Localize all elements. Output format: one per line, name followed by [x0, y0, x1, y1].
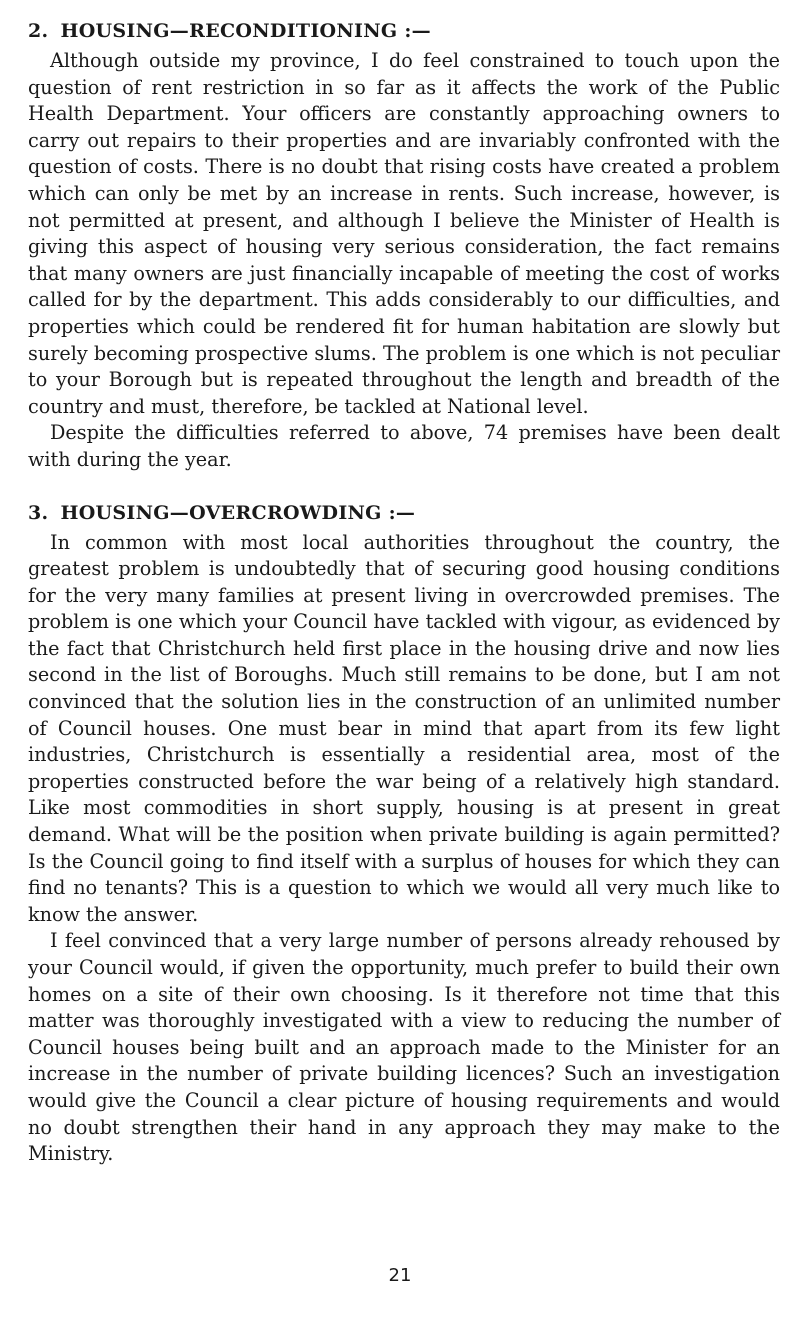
section-title: HOUSING—RECONDITIONING :— [60, 20, 431, 42]
paragraph: Although outside my province, I do feel constrained to touch upon the question of rent restriction in so far as it affects the work of the Public Health Department. Your officers are constantly approaching owners to carry out repairs to their properties and are invariably confronted with the question of costs. There is no doubt that rising costs have created a problem which can only be met by an increase in rents. Such increase, however, is not permitted at present, and although I believe the Minister of Health is giving this aspect of housing very serious consideration, the fact remains that many owners are just financially incapable of meeting the cost of works called for by the department. This adds considerably to our difficulties, and properties which could be rendered fit for human habitation are slowly but surely becoming prospective slums. The problem is one which is not peculiar to your Borough but is repeated throughout the length and breadth of the country and must, therefore, be tackled at National level. [28, 49, 780, 418]
section-number: 2. [28, 20, 49, 42]
paragraph: Despite the difficulties referred to above, 74 premises have been dealt with during the year. [28, 421, 780, 471]
paragraph: In common with most local authorities throughout the country, the greatest problem is undoubtedly that of securing good housing conditions for the very many families at present living in overcrowded premises. The problem is one which your Council have tackled with vigour, as evidenced by the fact that Christchurch held first place in the housing drive and now lies second in the list of Boroughs. Much still remains to be done, but I am not convinced that the solution lies in the construction of an unlimited number of Council houses. One must bear in mind that apart from its few light industries, Christchurch is essentially a residential area, most of the properties constructed before the war being of a relatively high standard. Like most commodities in short supply, housing is at present in great demand. What will be the position when private building is again permitted? Is the Council going to find itself with a surplus of houses for which they can find no tenants? This is a question to which we would all very much like to know the answer. [28, 530, 780, 926]
section-reconditioning [28, 18, 780, 474]
paragraph: I feel convinced that a very large number of persons already rehoused by your Council would, if given the opportunity, much prefer to build their own homes on a site of their own choosing. Is it therefore not time that this matter was thoroughly investigated with a view to reducing the number of Council houses being built and an approach made to the Minister for an increase in the number of private building licences? Such an investigation would give the Council a clear picture of housing requirements and would no doubt strengthen their hand in any approach they may make to the Ministry. [28, 929, 780, 1166]
section-number: 3. [28, 501, 49, 524]
document-page [28, 18, 780, 1194]
section-heading [28, 500, 780, 526]
page-number: 21 [388, 1265, 412, 1286]
section-overcrowding [28, 500, 780, 1168]
section-title: HOUSING—OVERCROWDING :— [60, 501, 416, 524]
section-heading [28, 18, 780, 44]
